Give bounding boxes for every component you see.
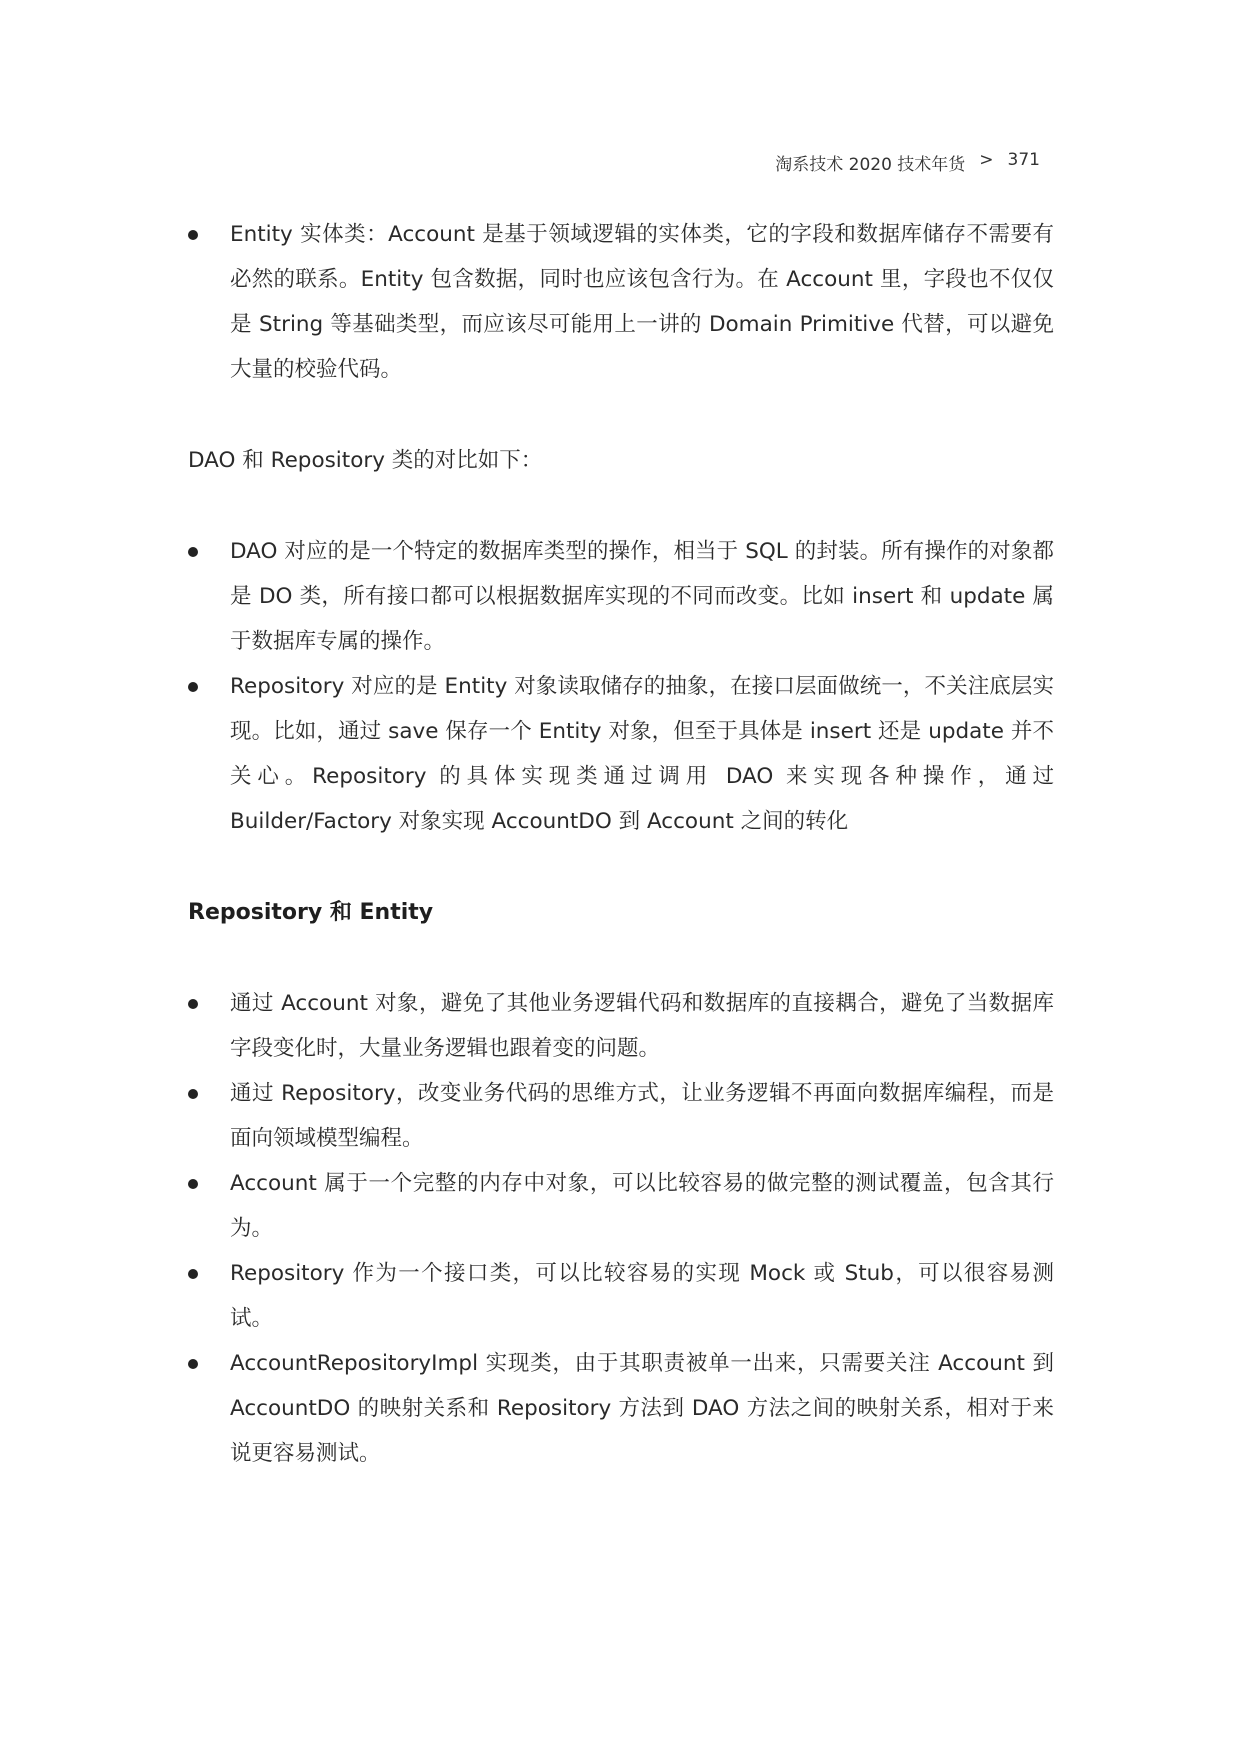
list-item — [188, 529, 1054, 664]
list-item — [188, 212, 1054, 392]
list-item-text: Repository 对应的是 Entity 对象读取储存的抽象，在接口层面做统一，不关注底层实现。比如，通过 save 保存一个 Entity 对象，但至于具体是 insert 还是 update 并不关心。Repository 的具体实现类通过调用 DAO 来实现各种操作，通过 Builder/Factory 对象实现 AccountDO 到 Account 之间的转化 — [230, 674, 1054, 834]
header-separator: > — [979, 150, 994, 170]
bullet-dot-icon — [188, 999, 198, 1009]
list-item — [188, 1251, 1054, 1341]
repo-entity-bullet-list — [188, 981, 1054, 1476]
list-item-text: AccountRepositoryImpl 实现类，由于其职责被单一出来，只需要关注 Account 到 AccountDO 的映射关系和 Repository 方法到 DAO 方法之间的映射关系，相对于来说更容易测试。 — [230, 1351, 1054, 1466]
list-item — [188, 1341, 1054, 1476]
list-item-text: DAO 对应的是一个特定的数据库类型的操作，相当于 SQL 的封装。所有操作的对象都是 DO 类，所有接口都可以根据数据库实现的不同而改变。比如 insert 和 update 属于数据库专属的操作。 — [230, 539, 1054, 654]
bullet-dot-icon — [188, 1269, 198, 1279]
list-item — [188, 1161, 1054, 1251]
page-number: 371 — [1007, 150, 1040, 170]
comparison-lead: DAO 和 Repository 类的对比如下： — [188, 448, 543, 473]
list-item — [188, 981, 1054, 1071]
list-item-text: Repository 作为一个接口类，可以比较容易的实现 Mock 或 Stub，可以很容易测试。 — [230, 1261, 1054, 1331]
bullet-dot-icon — [188, 1089, 198, 1099]
running-header — [775, 150, 1040, 175]
page-content — [188, 212, 1054, 1476]
entity-bullet-list — [188, 212, 1054, 392]
list-item-text: 通过 Repository，改变业务代码的思维方式，让业务逻辑不再面向数据库编程，而是面向领域模型编程。 — [230, 1081, 1054, 1151]
list-item — [188, 664, 1054, 844]
list-item — [188, 1071, 1054, 1161]
list-item-text: Account 属于一个完整的内存中对象，可以比较容易的做完整的测试覆盖，包含其行为。 — [230, 1171, 1054, 1241]
bullet-dot-icon — [188, 230, 198, 240]
list-item-text: 通过 Account 对象，避免了其他业务逻辑代码和数据库的直接耦合，避免了当数据库字段变化时，大量业务逻辑也跟着变的问题。 — [230, 991, 1054, 1061]
comparison-bullet-list — [188, 529, 1054, 844]
book-title: 淘系技术 2020 技术年货 — [775, 155, 966, 175]
bullet-dot-icon — [188, 1359, 198, 1369]
bullet-dot-icon — [188, 1179, 198, 1189]
list-item-text: Entity 实体类：Account 是基于领域逻辑的实体类，它的字段和数据库储存不需要有必然的联系。Entity 包含数据，同时也应该包含行为。在 Account 里，字段也不仅仅是 String 等基础类型，而应该尽可能用上一讲的 Domain Primitive 代替，可以避免大量的校验代码。 — [230, 222, 1054, 382]
bullet-dot-icon — [188, 547, 198, 557]
section-heading: Repository 和 Entity — [188, 900, 434, 925]
bullet-dot-icon — [188, 682, 198, 692]
